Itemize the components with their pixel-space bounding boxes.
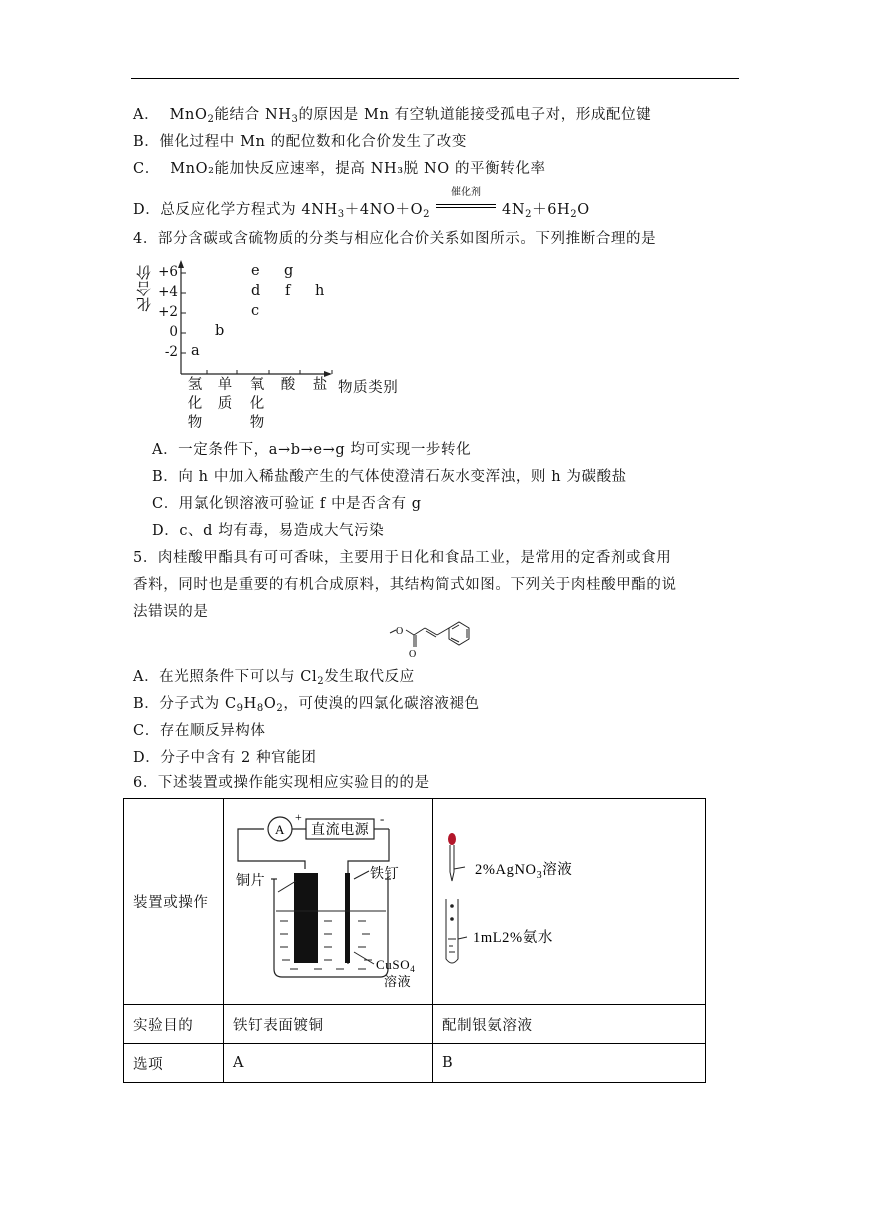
table-row-purpose [124, 1005, 706, 1044]
q3-option-a: A． MnO$_2$能结合 $NH_3$的原因是 Mn 有空轨道能接受孤电子对，形成配位键 [133, 107, 652, 125]
q5-option-b: B．分子式为 $C_9H_8O_2$，可使溴的四氯化碳溶液褪色 [133, 696, 480, 714]
chart-point-e: e [251, 263, 260, 279]
solution-dashes [276, 871, 386, 969]
svg-text:-: - [380, 811, 385, 826]
svg-text:O: O [396, 626, 404, 637]
droplet [450, 917, 454, 921]
q4-option-b: B．向 h 中加入稀盐酸产生的气体使澄清石灰水变浑浊，则 h 为碳酸盐 [152, 469, 627, 485]
q4-option-c: C．用氯化钡溶液可验证 f 中是否含有 g [152, 496, 422, 512]
droplet [450, 904, 454, 908]
chart-y-label: 化合价 [135, 264, 153, 312]
cell-figure-b [433, 799, 706, 1005]
x-category-char: 物 [187, 415, 203, 431]
chart-point-f: f [285, 283, 291, 299]
x-category-char: 质 [217, 396, 233, 412]
q3-option-b: B．催化过程中 Mn 的配位数和化合价发生了改变 [133, 134, 467, 150]
svg-text:1mL2%氨水: 1mL2%氨水 [473, 930, 553, 946]
row-label-purpose: 实验目的 [124, 1005, 224, 1044]
y-axis-arrow [178, 260, 184, 268]
purpose-b: 配制银氨溶液 [433, 1005, 706, 1044]
y-tick-label: +6 [158, 264, 178, 280]
svg-text:2%AgNO3溶液: 2%AgNO$_3$溶液 [475, 862, 573, 881]
q4-stem: 4．部分含碳或含硫物质的分类与相应化合价关系如图所示。下列推断合理的是 [133, 231, 657, 247]
q5-stem-line-1: 5．肉桂酸甲酯具有可可香味，主要用于日化和食品工业，是常用的定香剂或食用 [133, 550, 672, 566]
methyl-cinnamate-structure [388, 620, 488, 664]
catalyst-equals-sign: 催化剂 [436, 198, 496, 212]
experiment-table [123, 798, 706, 1083]
row-label-options: 选项 [124, 1044, 224, 1083]
option-a-cell: A [224, 1044, 433, 1083]
table-row-apparatus [124, 799, 706, 1005]
row-label-apparatus: 装置或操作 [124, 799, 224, 1005]
svg-text:CuSO4: CuSO$_4$ [376, 957, 416, 974]
chart-x-label: 物质类别 [338, 380, 399, 396]
x-category-char: 化 [187, 396, 203, 412]
y-tick-label: +4 [158, 284, 178, 300]
chart-point-b: b [215, 323, 225, 339]
svg-text:直流电源: 直流电源 [311, 822, 370, 838]
chart-point-g: g [284, 263, 294, 279]
chart-point-c: c [251, 303, 260, 319]
silver-ammonia-apparatus [433, 799, 705, 1004]
y-tick-label: -2 [164, 344, 178, 360]
chart-point-d: d [251, 283, 261, 299]
q4-option-a: A．一定条件下，a→b→e→g 均可实现一步转化 [152, 442, 472, 458]
option-b-cell: B [433, 1044, 706, 1083]
q5-option-d: D．分子中含有 2 种官能团 [133, 750, 317, 766]
x-category-char: 单 [217, 377, 233, 393]
q4-option-d: D．c、d 均有毒，易造成大气污染 [152, 523, 385, 539]
copper-electrode [294, 873, 318, 963]
q5-stem-line-2: 香料，同时也是重要的有机合成原料，其结构简式如图。下列关于肉桂酸甲酯的说 [133, 577, 677, 593]
iron-nail-electrode [345, 873, 350, 963]
y-tick-label: 0 [169, 324, 178, 340]
q5-stem-line-3: 法错误的是 [133, 604, 209, 620]
cell-figure-a [224, 799, 433, 1005]
svg-text:A: A [275, 822, 285, 837]
electroplating-apparatus [224, 799, 432, 1004]
q3-option-d: D．总反应化学方程式为 $4NH_3+4NO+O_2$ 催化剂 $4N_2+6H_2O$ [133, 187, 590, 220]
y-tick-label: +2 [158, 304, 178, 320]
svg-text:溶液: 溶液 [384, 975, 412, 990]
q6-stem: 6．下述装置或操作能实现相应实验目的的是 [133, 775, 430, 791]
q5-option-a: A．在光照条件下可以与 $Cl_2$发生取代反应 [133, 669, 415, 687]
x-category-char: 酸 [280, 377, 296, 393]
svg-text:O: O [409, 649, 417, 660]
q5-option-c: C．存在顺反异构体 [133, 723, 266, 739]
chart-point-a: a [191, 343, 200, 359]
svg-text:+: + [295, 810, 303, 824]
x-category-char: 氢 [187, 377, 203, 393]
purpose-a: 铁钉表面镀铜 [224, 1005, 433, 1044]
x-category-char: 化 [249, 396, 265, 412]
x-category-char: 氧 [249, 377, 265, 393]
svg-text:铜片: 铜片 [236, 873, 266, 889]
chart-point-h: h [315, 283, 325, 299]
q3-option-c: C． MnO₂能加快反应速率，提高 NH₃脱 NO 的平衡转化率 [133, 161, 546, 177]
x-category-char: 盐 [312, 377, 328, 393]
table-row-options [124, 1044, 706, 1083]
dropper-bulb [448, 833, 456, 845]
x-category-char: 物 [249, 415, 265, 431]
svg-text:铁钉: 铁钉 [370, 866, 400, 882]
